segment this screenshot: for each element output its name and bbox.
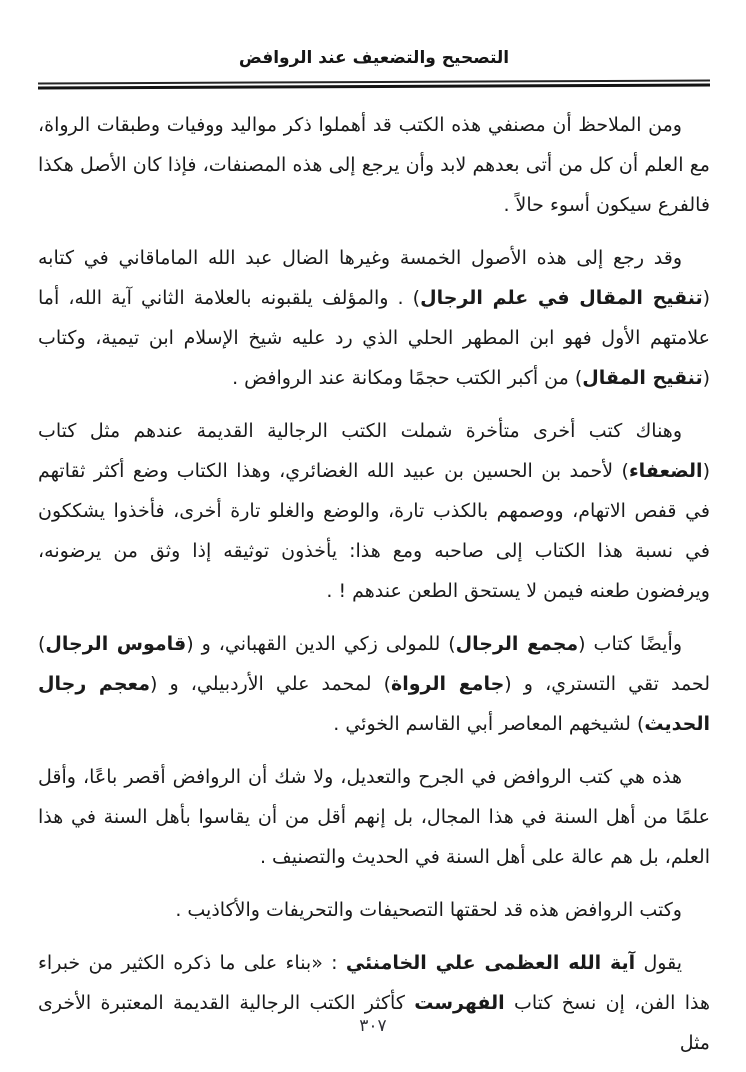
page-header-title: التصحيح والتضعيف عند الروافض <box>238 48 510 68</box>
text-segment: وقد رجع إلى هذه الأصول الخمسة وغيرها الضال عبد الله الماماقاني في كتابه ( <box>38 246 711 309</box>
page-content <box>38 0 710 1072</box>
text-segment: ) . والمؤلف يلقبونه بالعلامة الثاني آية الله، أما علامتهم الأول فهو ابن المطهر الحلي الذي رد عليه شيخ الإسلام ابن تيمية، وكتاب ( <box>38 286 710 389</box>
bold-text-segment: قاموس الرجال <box>45 632 187 655</box>
bold-text-segment: معجم رجال الحديث <box>38 672 710 735</box>
paragraph <box>38 624 710 744</box>
paragraph <box>38 943 710 1063</box>
paragraph <box>38 411 710 611</box>
text-segment: هذه هي كتب الروافض في الجرح والتعديل، ولا شك أن الروافض أقصر باعًا، وأقل علمًا من أهل السنة في هذا المجال، بل إنهم أقل من أن يقاسوا بأهل السنة في هذا العلم، بل هم عالة على أهل السنة في الحديث والتصنيف . <box>38 765 710 868</box>
text-segment: ) لمحمد علي الأردبيلي، و ( <box>150 672 392 695</box>
bold-text-segment: تنقيح المقال <box>582 366 703 389</box>
bold-text-segment: الضعفاء <box>628 459 703 482</box>
paragraph <box>38 757 710 877</box>
text-segment: وكتب الروافض هذه قد لحقتها التصحيفات والتحريفات والأكاذيب . <box>175 898 682 921</box>
paragraph <box>38 238 710 398</box>
header-divider <box>38 80 710 89</box>
text-segment: ومن الملاحظ أن مصنفي هذه الكتب قد أهملوا ذكر مواليد ووفيات وطبقات الرواة، مع العلم أن كل من أتى بعدهم لابد وأن يرجع إلى هذه المصنفات، فإذا كان الأصل هكذا فالفرع سيكون أسوء حالاً . <box>38 113 710 216</box>
text-segment: ) لأحمد بن الحسين بن عبيد الله الغضائري، وهذا الكتاب وضع أكثر ثقاتهم في قفص الاتهام، ووصمهم بالكذب تارة، والوضع والغلو تارة أخرى، فأخذوا يشككون في نسبة هذا الكتاب إلى صاحبه ومع هذا: يأخذون توثيقه إذا وثق من يرضونه، ويرفضون طعنه فيمن لا يستحق الطعن عندهم ! . <box>38 459 710 602</box>
bold-text-segment: جامع الرواة <box>391 672 505 695</box>
text-segment: ) من أكبر الكتب حجمًا ومكانة عند الروافض . <box>232 366 583 389</box>
page-body <box>38 105 710 1063</box>
page-number: ٣٠٧ <box>359 1016 387 1036</box>
bold-text-segment: الفهرست <box>414 991 505 1014</box>
text-segment: ) للمولى زكي الدين القهباني، و ( <box>186 632 456 655</box>
text-segment: ) لحمد تقي التستري، و ( <box>38 632 710 695</box>
bold-text-segment: مجمع الرجال <box>455 632 579 655</box>
bold-text-segment: تنقيح المقال في علم الرجال <box>420 286 703 309</box>
text-segment: يقول <box>635 951 682 974</box>
text-segment: ) لشيخهم المعاصر أبي القاسم الخوئي . <box>333 712 645 735</box>
text-segment: وهناك كتب أخرى متأخرة شملت الكتب الرجالية القديمة عندهم مثل كتاب ( <box>38 419 710 482</box>
bold-text-segment: آية الله العظمى علي الخامنئي <box>345 951 636 974</box>
text-segment: كأكثر الكتب الرجالية القديمة المعتبرة الأخرى مثل <box>38 991 710 1054</box>
paragraph <box>38 890 710 930</box>
text-segment: : «بناء على ما ذكره الكثير من خبراء هذا الفن، إن نسخ كتاب <box>38 951 711 1014</box>
paragraph <box>38 105 710 225</box>
text-segment: وأيضًا كتاب ( <box>578 632 682 655</box>
